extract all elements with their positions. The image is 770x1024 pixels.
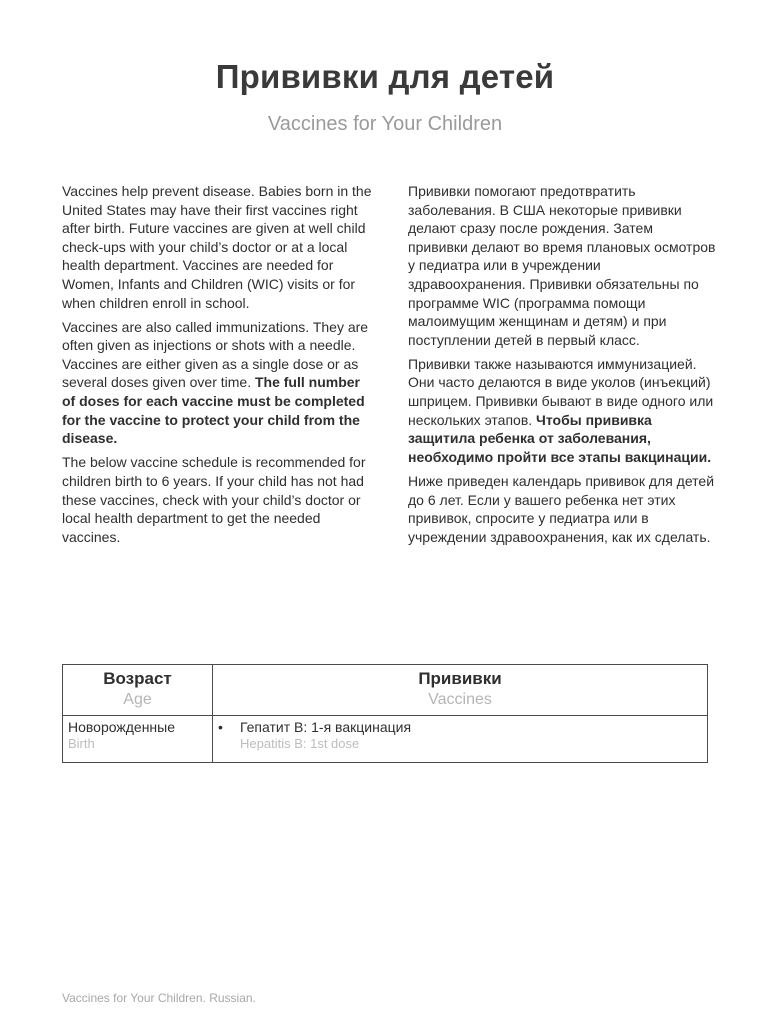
age-en: Birth xyxy=(68,736,95,751)
ru-paragraph-3: Ниже приведен календарь прививок для детей до 6 лет. Если у вашего ребенка нет этих прививок, спросите у педиатра или в учреждении здравоохранения, как их сделать. xyxy=(408,472,715,545)
table-row xyxy=(63,716,708,763)
page-subtitle: Vaccines for Your Children xyxy=(267,113,503,135)
vaccines-column-header xyxy=(213,665,708,716)
age-column-header xyxy=(63,665,213,716)
age-ru: Новорожденные xyxy=(68,719,176,735)
en-paragraph-2-text: Vaccines are also called immunizations. They are often given as injections or shots with a needle. Vaccines are either given as a single dose or as several doses given over time. xyxy=(62,318,369,391)
ru-paragraph-2-text: Прививки также называются иммунизацией. Они часто делаются в виде уколов (инъекций) шприцем. Прививки бывают в виде одного или нескольких этапов. xyxy=(408,355,714,428)
vaccines-header-ru: Прививки xyxy=(418,669,502,688)
ru-paragraph-1: Прививки помогают предотвратить заболевания. В США некоторые прививки делают сразу после рождения. Затем прививки делают во время плановых осмотров у педиатра или в учреждении здравоохранения. Прививки обязательны по программе WIC (программа помощи малоимущим женщинам и детям) и при поступлении детей в первый класс. xyxy=(408,183,716,348)
age-cell xyxy=(63,716,213,763)
english-text-column xyxy=(62,182,374,552)
page-footer: Vaccines for Your Children. Russian. xyxy=(62,991,256,1005)
ru-paragraph-2 xyxy=(408,355,716,467)
table-header-row xyxy=(63,665,708,716)
age-header-en: Age xyxy=(123,691,152,708)
ru-paragraph-2-bold: Чтобы прививка защитила ребенка от заболевания, необходимо пройти все этапы вакцинации. xyxy=(408,411,712,465)
vaccine-cell xyxy=(213,716,708,763)
age-header-ru: Возраст xyxy=(103,669,172,688)
en-paragraph-2 xyxy=(62,318,374,448)
russian-text-column xyxy=(408,182,716,552)
vaccine-schedule-table xyxy=(62,664,708,763)
vaccines-header-en: Vaccines xyxy=(428,691,492,708)
vaccine-en: Hepatitis B: 1st dose xyxy=(240,736,360,751)
en-paragraph-3: The below vaccine schedule is recommended for children birth to 6 years. If your child has not had these vaccines, check with your child’s doctor or local health department to get the needed vaccines. xyxy=(62,454,366,545)
vaccine-ru: Гепатит B: 1-я вакцинация xyxy=(240,719,412,735)
en-paragraph-1: Vaccines help prevent disease. Babies born in the United States may have their first vaccines right after birth. Future vaccines are given at well child check-ups with your child’s doctor or at a local health department. Vaccines are needed for Women, Infants and Children (WIC) visits or for when children enroll in school. xyxy=(62,183,372,311)
vaccine-list-item xyxy=(218,719,702,751)
en-paragraph-2-bold: The full number of doses for each vaccine must be completed for the vaccine to protect your child from the disease. xyxy=(62,374,365,447)
bullet-icon: • xyxy=(218,719,223,735)
page-title: Прививки для детей xyxy=(215,58,555,95)
